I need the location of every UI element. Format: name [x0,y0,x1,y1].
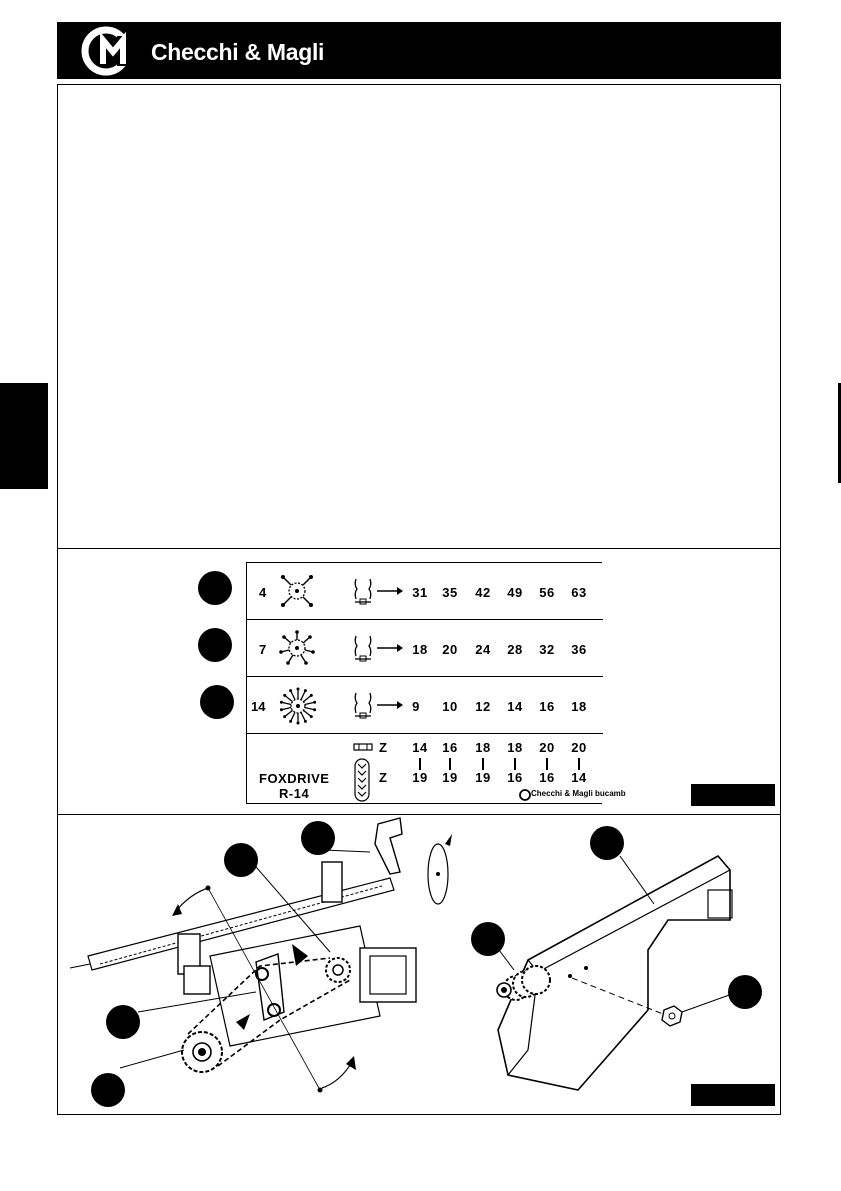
callout-marker [198,628,232,662]
tine-count: 14 [251,699,266,714]
table-cell: 19 [442,770,458,785]
rotor-tines-icon [279,573,315,609]
table-cell: 19 [475,770,491,785]
figure-label [691,1084,775,1106]
table-cell: 14 [507,699,523,714]
table-row [247,677,603,734]
chain-guard-illustration [468,850,748,1100]
table-cell: 20 [539,740,555,755]
table-cell: 18 [571,699,587,714]
rotor-tines-icon [279,687,317,725]
model-name: R-14 [279,786,310,801]
table-cell: 42 [475,585,491,600]
callout-marker [728,975,762,1009]
chain-icon [353,634,373,662]
arrow-right-icon [377,587,403,595]
table-cell: 36 [571,642,587,657]
callout-marker [198,571,232,605]
pair-connector [419,758,421,770]
table-cell: 9 [412,699,420,714]
z-label: Z [379,740,387,755]
section-divider [57,814,781,815]
table-cell: 18 [412,642,428,657]
table-cell: 20 [571,740,587,755]
table-cell: 35 [442,585,458,600]
product-name: FOXDRIVE [259,771,330,786]
table-cell: 16 [507,770,523,785]
table-cell: 18 [475,740,491,755]
table-cell: 16 [539,770,555,785]
chain-icon [353,691,373,719]
pair-connector [514,758,516,770]
table-cell: 16 [539,699,555,714]
table-cell: 31 [412,585,428,600]
cm-logo-icon [519,789,531,801]
page-header [57,22,781,79]
table-cell: 56 [539,585,555,600]
figure-label [691,784,775,806]
section-tab [0,383,48,489]
chain-drive-illustration [60,816,460,1112]
brand-small: Checchi & Magli bucamb [531,789,626,798]
table-row [247,620,603,677]
chain-icon [353,577,373,605]
arrow-right-icon [377,701,403,709]
pair-connector [482,758,484,770]
gear-ratio-table [246,562,626,804]
callout-marker [200,685,234,719]
callout-marker [224,843,258,877]
sprocket-bar-icon [353,743,373,751]
pair-connector [546,758,548,770]
tine-count: 7 [259,642,267,657]
table-cell: 14 [412,740,428,755]
chain-link-icon [354,758,370,802]
table-cell: 19 [412,770,428,785]
section-divider [57,548,781,549]
callout-marker [91,1073,125,1107]
callout-marker [471,922,505,956]
table-cell: 10 [442,699,458,714]
rotor-tines-icon [279,630,315,666]
cm-logo-icon [81,26,145,76]
callout-marker [301,821,335,855]
table-cell: 49 [507,585,523,600]
table-cell: 24 [475,642,491,657]
callout-marker [106,1005,140,1039]
table-cell: 20 [442,642,458,657]
table-cell: 12 [475,699,491,714]
table-cell: 18 [507,740,523,755]
callout-marker [590,826,624,860]
table-cell: 14 [571,770,587,785]
brand-name: Checchi & Magli [151,39,325,65]
table-row [247,563,603,620]
pair-connector [578,758,580,770]
z-label: Z [379,770,387,785]
table-cell: 32 [539,642,555,657]
pair-connector [449,758,451,770]
table-cell: 16 [442,740,458,755]
table-cell: 28 [507,642,523,657]
arrow-right-icon [377,644,403,652]
tine-count: 4 [259,585,267,600]
table-cell: 63 [571,585,587,600]
